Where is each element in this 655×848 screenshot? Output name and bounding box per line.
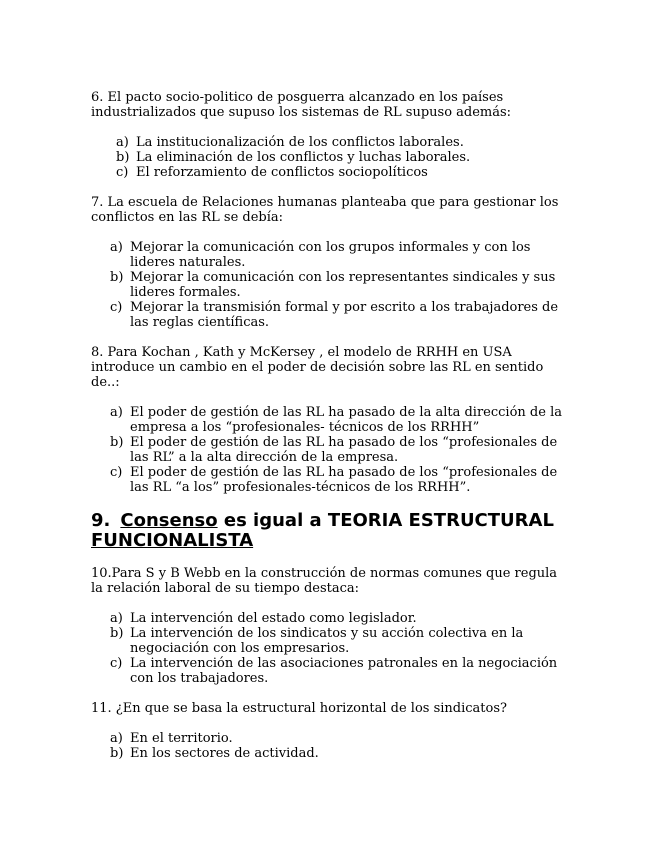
option-7c xyxy=(110,300,560,330)
question-6: 6. El pacto socio-politico de posguerra alcanzado en los países industrializados que supuso los sistemas de RL supuso además: xyxy=(91,90,512,120)
option-6a xyxy=(116,135,576,150)
options-11 xyxy=(110,731,560,761)
option-text: En los sectores de actividad. xyxy=(130,746,319,761)
heading-underlined-word: FUNCIONALISTA xyxy=(91,530,254,551)
option-10a xyxy=(110,611,560,626)
option-10c xyxy=(110,656,560,686)
question-8: 8. Para Kochan , Kath y McKersey , el modelo de RRHH en USA introduce un cambio en el poder de decisión sobre las RL en sentido de..: xyxy=(91,345,544,390)
option-text: La eliminación de los conflictos y luchas laborales. xyxy=(136,150,471,165)
option-text: La intervención de las asociaciones patronales en la negociación con los trabajadores. xyxy=(130,656,558,686)
heading-underlined-word: Consenso xyxy=(120,510,218,531)
heading-middle-text: es igual a TEORIA ESTRUCTURAL xyxy=(217,510,554,531)
option-label: c) xyxy=(110,465,123,480)
options-6 xyxy=(116,135,576,180)
option-text: Mejorar la comunicación con los grupos informales y con los lideres naturales. xyxy=(130,240,531,270)
option-label: b) xyxy=(110,626,124,641)
option-text: La institucionalización de los conflictos laborales. xyxy=(136,135,464,150)
option-7b xyxy=(110,270,560,300)
option-label: b) xyxy=(116,150,130,165)
question-7: 7. La escuela de Relaciones humanas planteaba que para gestionar los conflictos en las RL se debía: xyxy=(91,195,559,225)
option-label: b) xyxy=(110,270,124,285)
option-label: a) xyxy=(110,240,123,255)
option-11a xyxy=(110,731,560,746)
option-label: a) xyxy=(110,405,123,420)
question-10: 10.Para S y B Webb en la construcción de normas comunes que regula la relación laboral de su tiempo destaca: xyxy=(91,566,558,596)
option-label: c) xyxy=(116,165,129,180)
option-7a xyxy=(110,240,560,270)
question-11: 11. ¿En que se basa la estructural horizontal de los sindicatos? xyxy=(91,701,507,716)
option-text: El poder de gestión de las RL ha pasado de los “profesionales de las RL “a los” profesionales-técnicos de los RRHH”. xyxy=(130,465,558,495)
option-label: b) xyxy=(110,746,124,761)
options-7 xyxy=(110,240,560,330)
option-label: c) xyxy=(110,656,123,671)
option-label: c) xyxy=(110,300,123,315)
option-text: El poder de gestión de las RL ha pasado de los “profesionales de las RL” a la alta dirección de la empresa. xyxy=(130,435,558,465)
option-text: Mejorar la comunicación con los representantes sindicales y sus lideres formales. xyxy=(130,270,556,300)
option-text: Mejorar la transmisión formal y por escrito a los trabajadores de las reglas científicas. xyxy=(130,300,559,330)
option-text: El reforzamiento de conflictos sociopolíticos xyxy=(136,165,428,180)
option-10b xyxy=(110,626,560,656)
options-8 xyxy=(110,405,565,495)
option-text: En el territorio. xyxy=(130,731,233,746)
option-label: a) xyxy=(110,611,123,626)
option-text: La intervención del estado como legislador. xyxy=(130,611,417,626)
options-10 xyxy=(110,611,560,686)
section-heading-9 xyxy=(91,511,571,551)
option-label: a) xyxy=(116,135,129,150)
option-8b xyxy=(110,435,565,465)
option-8a xyxy=(110,405,565,435)
option-8c xyxy=(110,465,565,495)
option-label: b) xyxy=(110,435,124,450)
option-6b xyxy=(116,150,576,165)
heading-number: 9. xyxy=(91,510,111,531)
option-text: El poder de gestión de las RL ha pasado de la alta dirección de la empresa a los “profesionales- técnicos de los RRHH” xyxy=(130,405,562,435)
option-label: a) xyxy=(110,731,123,746)
option-6c xyxy=(116,165,576,180)
option-11b xyxy=(110,746,560,761)
option-text: La intervención de los sindicatos y su acción colectiva en la negociación con los empresarios. xyxy=(130,626,524,656)
